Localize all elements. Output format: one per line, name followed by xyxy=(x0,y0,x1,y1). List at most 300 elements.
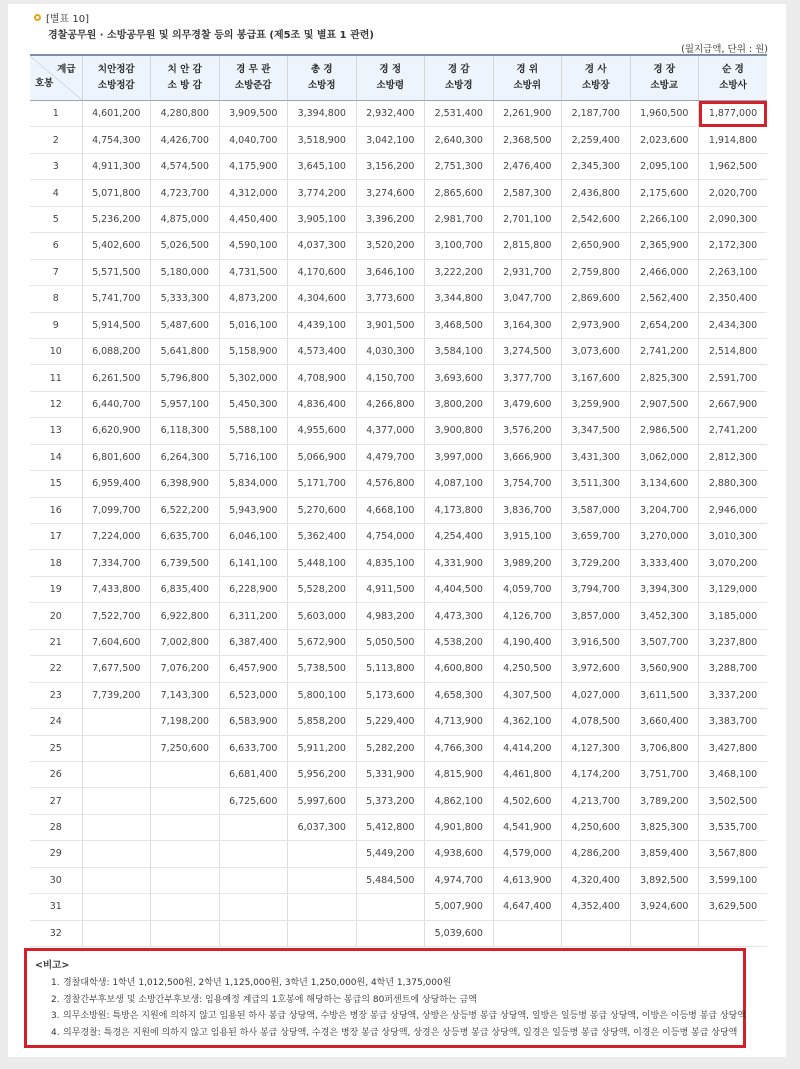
salary-cell: 2,932,400 xyxy=(356,101,425,127)
salary-cell: 5,487,600 xyxy=(151,312,220,338)
salary-cell: 4,027,000 xyxy=(562,682,631,708)
salary-cell: 4,766,300 xyxy=(425,735,494,761)
police-rank-label: 치안정감 xyxy=(97,64,135,75)
salary-cell: 4,331,900 xyxy=(425,550,494,576)
salary-cell: 2,434,300 xyxy=(699,312,768,338)
salary-cell: 2,345,300 xyxy=(562,153,631,179)
salary-cell: 4,574,500 xyxy=(151,153,220,179)
salary-cell: 2,350,400 xyxy=(699,286,768,312)
salary-cell: 7,076,200 xyxy=(151,656,220,682)
salary-cell: 3,892,500 xyxy=(630,867,699,893)
police-rank-label: 경 위 xyxy=(516,64,539,75)
table-row xyxy=(30,286,767,312)
salary-cell: 3,237,800 xyxy=(699,629,768,655)
salary-cell: 3,518,900 xyxy=(288,127,357,153)
step-number-cell: 20 xyxy=(30,603,82,629)
header-corner xyxy=(30,55,82,101)
salary-cell: 3,047,700 xyxy=(493,286,562,312)
salary-cell: 2,591,700 xyxy=(699,365,768,391)
salary-cell: 5,528,200 xyxy=(288,576,357,602)
salary-cell: 2,562,400 xyxy=(630,286,699,312)
salary-cell xyxy=(219,894,288,920)
salary-cell: 2,531,400 xyxy=(425,101,494,127)
salary-cell: 4,502,600 xyxy=(493,788,562,814)
salary-cell: 4,576,800 xyxy=(356,471,425,497)
salary-cell: 4,983,200 xyxy=(356,603,425,629)
salary-cell: 3,645,100 xyxy=(288,153,357,179)
salary-cell: 3,794,700 xyxy=(562,576,631,602)
salary-cell xyxy=(219,920,288,946)
note-item xyxy=(51,1008,746,1025)
salary-cell: 3,274,500 xyxy=(493,338,562,364)
salary-cell xyxy=(356,920,425,946)
salary-cell: 3,915,100 xyxy=(493,524,562,550)
salary-cell: 4,250,600 xyxy=(562,814,631,840)
column-header xyxy=(288,55,357,101)
salary-cell: 5,588,100 xyxy=(219,418,288,444)
salary-cell: 4,754,000 xyxy=(356,524,425,550)
table-row xyxy=(30,735,767,761)
salary-cell: 3,567,800 xyxy=(699,841,768,867)
step-number-cell: 24 xyxy=(30,709,82,735)
salary-cell: 4,250,500 xyxy=(493,656,562,682)
salary-cell: 4,307,500 xyxy=(493,682,562,708)
salary-cell: 2,095,100 xyxy=(630,153,699,179)
step-number-cell: 16 xyxy=(30,497,82,523)
salary-cell: 4,127,300 xyxy=(562,735,631,761)
salary-cell: 5,911,200 xyxy=(288,735,357,761)
salary-cell: 3,729,200 xyxy=(562,550,631,576)
step-number-cell: 26 xyxy=(30,761,82,787)
salary-cell: 3,333,400 xyxy=(630,550,699,576)
salary-cell: 4,087,100 xyxy=(425,471,494,497)
notes-title: <비고> xyxy=(35,960,70,971)
salary-cell: 5,858,200 xyxy=(288,709,357,735)
police-rank-label: 경 사 xyxy=(584,64,607,75)
column-header xyxy=(699,55,768,101)
salary-cell: 5,071,800 xyxy=(82,180,151,206)
salary-cell xyxy=(151,920,220,946)
salary-cell: 5,039,600 xyxy=(425,920,494,946)
column-header xyxy=(630,55,699,101)
salary-cell: 3,222,200 xyxy=(425,259,494,285)
salary-cell: 3,660,400 xyxy=(630,709,699,735)
salary-cell xyxy=(288,894,357,920)
salary-cell: 3,857,000 xyxy=(562,603,631,629)
fire-rank-label: 소방정 xyxy=(307,80,336,91)
salary-cell: 5,957,100 xyxy=(151,391,220,417)
salary-cell: 5,997,600 xyxy=(288,788,357,814)
salary-cell: 4,174,200 xyxy=(562,761,631,787)
salary-cell: 3,587,000 xyxy=(562,497,631,523)
salary-cell: 4,040,700 xyxy=(219,127,288,153)
note-text: 경찰간부후보생 및 소방간부후보생: 임용예정 계급의 1호봉에 해당하는 봉급의 80퍼센트에 상당하는 금액 xyxy=(63,994,477,1005)
salary-cell: 7,604,600 xyxy=(82,629,151,655)
salary-cell: 4,647,400 xyxy=(493,894,562,920)
table-row xyxy=(30,814,767,840)
step-number-cell: 23 xyxy=(30,682,82,708)
salary-cell xyxy=(562,920,631,946)
salary-cell: 4,286,200 xyxy=(562,841,631,867)
salary-cell: 5,173,600 xyxy=(356,682,425,708)
salary-cell: 4,426,700 xyxy=(151,127,220,153)
police-rank-label: 치 안 감 xyxy=(167,64,202,75)
salary-cell: 5,270,600 xyxy=(288,497,357,523)
step-number-cell: 11 xyxy=(30,365,82,391)
salary-cell xyxy=(151,788,220,814)
salary-cell: 4,579,000 xyxy=(493,841,562,867)
salary-cell: 3,916,500 xyxy=(562,629,631,655)
salary-cell: 5,007,900 xyxy=(425,894,494,920)
salary-cell xyxy=(82,867,151,893)
circle-bullet-icon xyxy=(34,14,41,21)
salary-cell xyxy=(630,920,699,946)
salary-cell: 2,880,300 xyxy=(699,471,768,497)
step-number-cell: 3 xyxy=(30,153,82,179)
step-number-cell: 32 xyxy=(30,920,82,946)
salary-cell xyxy=(151,894,220,920)
salary-cell: 5,571,500 xyxy=(82,259,151,285)
step-number-cell: 19 xyxy=(30,576,82,602)
police-rank-label: 경 감 xyxy=(447,64,470,75)
salary-cell: 7,250,600 xyxy=(151,735,220,761)
salary-cell: 3,394,300 xyxy=(630,576,699,602)
police-rank-label: 순 경 xyxy=(722,64,744,75)
salary-cell: 2,263,100 xyxy=(699,259,768,285)
salary-cell: 3,337,200 xyxy=(699,682,768,708)
salary-cell: 3,774,200 xyxy=(288,180,357,206)
salary-cell: 6,959,400 xyxy=(82,471,151,497)
salary-cell: 2,436,800 xyxy=(562,180,631,206)
salary-cell: 4,601,200 xyxy=(82,101,151,127)
table-row xyxy=(30,471,767,497)
step-number-cell: 1 xyxy=(30,101,82,127)
salary-cell: 3,535,700 xyxy=(699,814,768,840)
note-item xyxy=(51,1025,746,1042)
column-header xyxy=(356,55,425,101)
salary-cell: 2,542,600 xyxy=(562,206,631,232)
step-number-cell: 12 xyxy=(30,391,82,417)
salary-cell: 5,402,600 xyxy=(82,233,151,259)
column-header xyxy=(425,55,494,101)
salary-cell: 3,629,500 xyxy=(699,894,768,920)
step-number-cell: 5 xyxy=(30,206,82,232)
table-row xyxy=(30,312,767,338)
salary-cell: 3,479,600 xyxy=(493,391,562,417)
salary-cell: 5,333,300 xyxy=(151,286,220,312)
salary-cell: 1,960,500 xyxy=(630,101,699,127)
salary-cell: 4,320,400 xyxy=(562,867,631,893)
salary-cell: 4,901,800 xyxy=(425,814,494,840)
salary-cell: 3,377,700 xyxy=(493,365,562,391)
table-row xyxy=(30,391,767,417)
salary-cell: 3,905,100 xyxy=(288,206,357,232)
salary-cell: 5,171,700 xyxy=(288,471,357,497)
salary-cell: 2,365,900 xyxy=(630,233,699,259)
salary-cell: 3,584,100 xyxy=(425,338,494,364)
salary-cell: 3,070,200 xyxy=(699,550,768,576)
salary-cell: 4,414,200 xyxy=(493,735,562,761)
highlighted-salary-cell: 1,877,000 xyxy=(699,101,768,127)
salary-cell: 6,457,900 xyxy=(219,656,288,682)
table-row xyxy=(30,153,767,179)
salary-cell: 3,646,100 xyxy=(356,259,425,285)
salary-cell: 6,046,100 xyxy=(219,524,288,550)
salary-cell: 4,538,200 xyxy=(425,629,494,655)
salary-cell: 4,362,100 xyxy=(493,709,562,735)
salary-cell: 3,693,600 xyxy=(425,365,494,391)
salary-cell: 3,751,700 xyxy=(630,761,699,787)
salary-cell: 2,973,900 xyxy=(562,312,631,338)
note-text: 의무소방원: 특방은 지원에 의하지 않고 임용된 하사 봉급 상당액, 수방은 병장 봉급 상당액, 상방은 상등병 봉급 상당액, 일방은 일등병 봉급 상당액, 이방은 이등병 봉급 상당액 xyxy=(63,1011,747,1021)
salary-cell: 2,759,800 xyxy=(562,259,631,285)
salary-cell: 4,835,100 xyxy=(356,550,425,576)
step-number-cell: 13 xyxy=(30,418,82,444)
salary-cell: 5,800,100 xyxy=(288,682,357,708)
salary-cell: 3,134,600 xyxy=(630,471,699,497)
salary-cell: 6,037,300 xyxy=(288,814,357,840)
salary-cell: 7,099,700 xyxy=(82,497,151,523)
salary-cell: 4,754,300 xyxy=(82,127,151,153)
salary-cell: 4,439,100 xyxy=(288,312,357,338)
salary-cell: 3,502,500 xyxy=(699,788,768,814)
step-number-cell: 30 xyxy=(30,867,82,893)
salary-cell: 6,387,400 xyxy=(219,629,288,655)
salary-cell xyxy=(288,841,357,867)
salary-cell: 3,185,000 xyxy=(699,603,768,629)
salary-cell xyxy=(151,867,220,893)
salary-cell: 2,907,500 xyxy=(630,391,699,417)
salary-cell: 3,396,200 xyxy=(356,206,425,232)
salary-cell: 6,440,700 xyxy=(82,391,151,417)
note-item xyxy=(51,975,746,992)
salary-cell: 5,738,500 xyxy=(288,656,357,682)
salary-cell xyxy=(288,920,357,946)
salary-cell: 5,158,900 xyxy=(219,338,288,364)
salary-cell: 2,741,200 xyxy=(699,418,768,444)
salary-cell: 4,170,600 xyxy=(288,259,357,285)
salary-cell: 4,461,800 xyxy=(493,761,562,787)
note-text: 의무경찰: 특경은 지원에 의하지 않고 임용된 하사 봉급 상당액, 수경은 병장 봉급 상당액, 상경은 상등병 봉급 상당액, 일경은 일등병 봉급 상당액, 이경은 이등병 봉급 상당액 xyxy=(63,1027,738,1038)
salary-cell: 5,603,000 xyxy=(288,603,357,629)
salary-cell: 4,352,400 xyxy=(562,894,631,920)
salary-cell: 4,836,400 xyxy=(288,391,357,417)
salary-cell: 6,523,000 xyxy=(219,682,288,708)
salary-cell: 6,261,500 xyxy=(82,365,151,391)
salary-cell: 2,466,000 xyxy=(630,259,699,285)
table-row xyxy=(30,761,767,787)
table-row xyxy=(30,682,767,708)
salary-cell: 2,587,300 xyxy=(493,180,562,206)
salary-cell xyxy=(82,814,151,840)
table-row xyxy=(30,894,767,920)
salary-cell: 4,731,500 xyxy=(219,259,288,285)
table-row xyxy=(30,709,767,735)
table-row xyxy=(30,338,767,364)
table-row xyxy=(30,841,767,867)
notes-box xyxy=(24,948,746,1048)
salary-cell: 5,026,500 xyxy=(151,233,220,259)
salary-cell: 5,302,000 xyxy=(219,365,288,391)
salary-cell: 5,834,000 xyxy=(219,471,288,497)
salary-cell: 2,259,400 xyxy=(562,127,631,153)
table-row xyxy=(30,259,767,285)
salary-cell: 3,560,900 xyxy=(630,656,699,682)
salary-cell: 4,030,300 xyxy=(356,338,425,364)
step-number-cell: 27 xyxy=(30,788,82,814)
salary-cell: 3,042,100 xyxy=(356,127,425,153)
salary-cell: 4,938,600 xyxy=(425,841,494,867)
table-row xyxy=(30,550,767,576)
salary-cell: 3,666,900 xyxy=(493,444,562,470)
salary-cell: 3,383,700 xyxy=(699,709,768,735)
salary-cell: 4,613,900 xyxy=(493,867,562,893)
salary-cell: 5,956,200 xyxy=(288,761,357,787)
salary-cell xyxy=(151,761,220,787)
column-header xyxy=(493,55,562,101)
salary-cell: 6,620,900 xyxy=(82,418,151,444)
salary-cell: 4,059,700 xyxy=(493,576,562,602)
salary-cell: 3,347,500 xyxy=(562,418,631,444)
salary-cell: 5,484,500 xyxy=(356,867,425,893)
salary-cell: 4,668,100 xyxy=(356,497,425,523)
salary-cell: 4,175,900 xyxy=(219,153,288,179)
salary-cell: 3,010,300 xyxy=(699,524,768,550)
salary-cell xyxy=(493,920,562,946)
salary-cell: 4,911,500 xyxy=(356,576,425,602)
salary-cell xyxy=(699,920,768,946)
salary-cell: 2,981,700 xyxy=(425,206,494,232)
table-row xyxy=(30,444,767,470)
salary-cell: 7,334,700 xyxy=(82,550,151,576)
salary-cell: 7,522,700 xyxy=(82,603,151,629)
salary-cell: 3,344,800 xyxy=(425,286,494,312)
salary-cell: 3,900,800 xyxy=(425,418,494,444)
caption-text: [별표 10] xyxy=(46,14,90,25)
salary-cell: 4,404,500 xyxy=(425,576,494,602)
salary-cell: 5,796,800 xyxy=(151,365,220,391)
salary-cell: 2,514,800 xyxy=(699,338,768,364)
salary-cell: 2,023,600 xyxy=(630,127,699,153)
table-row xyxy=(30,365,767,391)
salary-cell: 2,869,600 xyxy=(562,286,631,312)
salary-cell: 5,412,800 xyxy=(356,814,425,840)
salary-cell: 4,658,300 xyxy=(425,682,494,708)
table-row xyxy=(30,656,767,682)
table-row xyxy=(30,206,767,232)
salary-cell: 2,476,400 xyxy=(493,153,562,179)
police-rank-label: 경 정 xyxy=(379,64,402,75)
salary-cell: 3,989,200 xyxy=(493,550,562,576)
salary-cell: 4,974,700 xyxy=(425,867,494,893)
salary-cell: 5,450,300 xyxy=(219,391,288,417)
step-number-cell: 2 xyxy=(30,127,82,153)
table-row xyxy=(30,576,767,602)
salary-cell: 6,635,700 xyxy=(151,524,220,550)
salary-cell: 6,681,400 xyxy=(219,761,288,787)
salary-cell: 5,331,900 xyxy=(356,761,425,787)
salary-cell: 3,062,000 xyxy=(630,444,699,470)
step-number-cell: 10 xyxy=(30,338,82,364)
fire-rank-label: 소방장 xyxy=(581,80,610,91)
salary-cell: 7,224,000 xyxy=(82,524,151,550)
salary-cell: 2,654,200 xyxy=(630,312,699,338)
salary-cell xyxy=(356,894,425,920)
salary-cell: 4,150,700 xyxy=(356,365,425,391)
salary-cell: 5,066,900 xyxy=(288,444,357,470)
table-row xyxy=(30,867,767,893)
salary-cell xyxy=(82,709,151,735)
salary-cell: 2,931,700 xyxy=(493,259,562,285)
salary-cell: 3,599,100 xyxy=(699,867,768,893)
note-item xyxy=(51,992,746,1009)
salary-cell: 5,373,200 xyxy=(356,788,425,814)
unit-note: (월지급액, 단위 : 원) xyxy=(681,44,768,55)
salary-cell: 3,167,600 xyxy=(562,365,631,391)
salary-cell: 3,576,200 xyxy=(493,418,562,444)
salary-cell: 2,815,800 xyxy=(493,233,562,259)
salary-cell: 3,789,200 xyxy=(630,788,699,814)
fire-rank-label: 소방사 xyxy=(719,80,747,91)
salary-cell: 4,304,600 xyxy=(288,286,357,312)
salary-cell: 5,113,800 xyxy=(356,656,425,682)
salary-cell: 4,280,800 xyxy=(151,101,220,127)
note-number: 2. xyxy=(51,994,60,1005)
salary-cell: 7,739,200 xyxy=(82,682,151,708)
salary-cell: 6,228,900 xyxy=(219,576,288,602)
salary-cell: 6,088,200 xyxy=(82,338,151,364)
salary-cell: 4,541,900 xyxy=(493,814,562,840)
salary-cell: 3,164,300 xyxy=(493,312,562,338)
note-number: 3. xyxy=(51,1011,60,1021)
salary-cell xyxy=(151,814,220,840)
salary-cell: 5,016,100 xyxy=(219,312,288,338)
step-number-cell: 22 xyxy=(30,656,82,682)
salary-cell: 3,452,300 xyxy=(630,603,699,629)
fire-rank-label: 소 방 감 xyxy=(167,80,202,91)
table-row xyxy=(30,127,767,153)
column-header xyxy=(562,55,631,101)
step-number-cell: 14 xyxy=(30,444,82,470)
salary-cell: 5,449,200 xyxy=(356,841,425,867)
salary-cell: 7,143,300 xyxy=(151,682,220,708)
corner-step-label: 호봉 xyxy=(35,78,54,89)
salary-cell: 4,126,700 xyxy=(493,603,562,629)
salary-cell: 4,173,800 xyxy=(425,497,494,523)
salary-cell: 4,479,700 xyxy=(356,444,425,470)
salary-cell xyxy=(219,814,288,840)
police-rank-label: 경 장 xyxy=(653,64,676,75)
salary-cell: 6,118,300 xyxy=(151,418,220,444)
column-header xyxy=(151,55,220,101)
salary-cell: 4,266,800 xyxy=(356,391,425,417)
fire-rank-label: 소방준감 xyxy=(234,80,272,91)
salary-cell: 6,922,800 xyxy=(151,603,220,629)
salary-cell: 2,986,500 xyxy=(630,418,699,444)
table-row xyxy=(30,418,767,444)
step-number-cell: 18 xyxy=(30,550,82,576)
salary-cell: 2,650,900 xyxy=(562,233,631,259)
salary-cell: 4,955,600 xyxy=(288,418,357,444)
step-number-cell: 21 xyxy=(30,629,82,655)
salary-cell xyxy=(82,788,151,814)
salary-cell: 4,312,000 xyxy=(219,180,288,206)
salary-cell: 2,701,100 xyxy=(493,206,562,232)
salary-cell: 2,667,900 xyxy=(699,391,768,417)
step-number-cell: 6 xyxy=(30,233,82,259)
salary-cell: 3,468,100 xyxy=(699,761,768,787)
salary-cell: 1,914,800 xyxy=(699,127,768,153)
